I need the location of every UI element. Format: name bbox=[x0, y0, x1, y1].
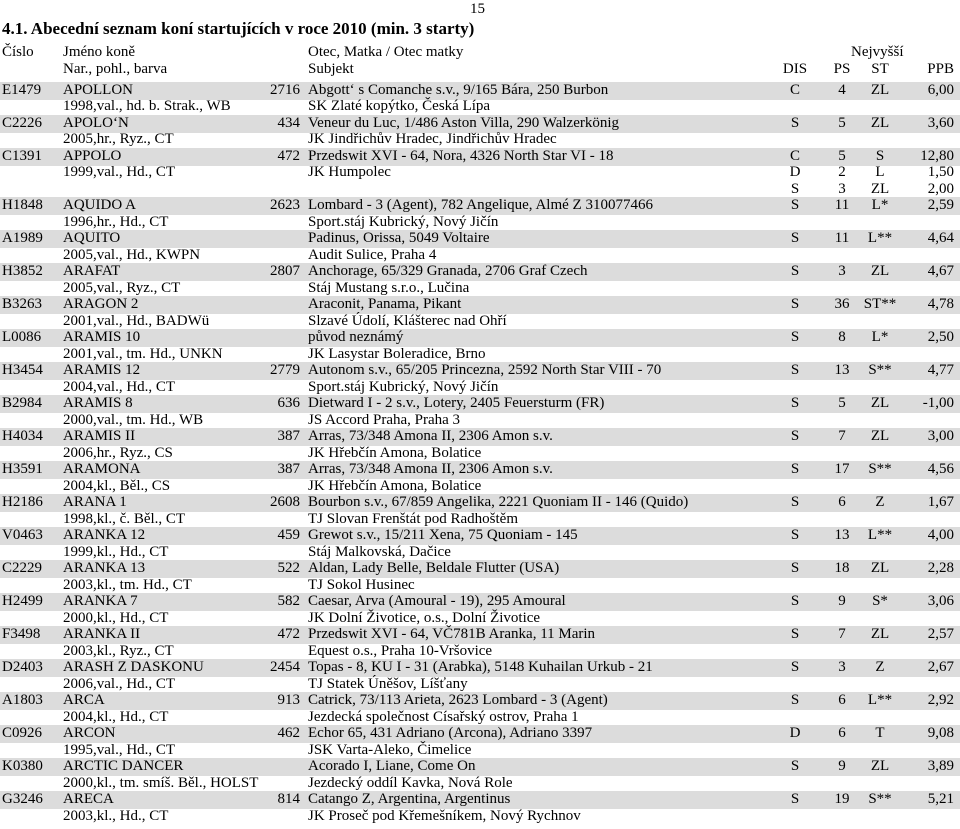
horse-name: ARANKA 7 bbox=[63, 593, 138, 610]
horse-number: 459 bbox=[277, 527, 300, 544]
horse-id: F3498 bbox=[2, 626, 41, 643]
stat-ppb: 5,21 bbox=[927, 791, 954, 808]
horse-pedigree: Abgott‘ s Comanche s.v., 9/165 Bára, 250 Burbon bbox=[308, 82, 609, 98]
stat-st: ZL bbox=[870, 115, 890, 131]
horse-subject: JK Dolní Životice, o.s., Dolní Životice bbox=[308, 609, 541, 626]
horse-info: 2000,kl., Hd., CT bbox=[63, 609, 169, 626]
horse-subject: Equest o.s., Praha 10-Vršovice bbox=[308, 642, 493, 659]
stat-st: Z bbox=[875, 494, 885, 511]
stat-ps: 3 bbox=[838, 180, 846, 197]
stat-ps: 6 bbox=[838, 725, 846, 742]
horse-number: 472 bbox=[277, 148, 300, 164]
horse-name: ARCTIC DANCER bbox=[63, 758, 184, 775]
horse-pedigree: Catrick, 73/113 Arieta, 2623 Lombard - 3 (Agent) bbox=[308, 692, 608, 709]
stat-st: ZL bbox=[870, 758, 890, 775]
stat-ps: 3 bbox=[838, 263, 846, 280]
horse-pedigree: Anchorage, 65/329 Granada, 2706 Graf Czech bbox=[308, 263, 588, 280]
stat-ps: 8 bbox=[838, 329, 846, 346]
horse-name: ARANKA 13 bbox=[63, 560, 146, 577]
horse-name: ARAMIS II bbox=[63, 428, 136, 445]
horse-number: 2807 bbox=[270, 263, 300, 280]
stat-st: ZL bbox=[870, 560, 890, 577]
horse-pedigree: Aldan, Lady Belle, Beldale Flutter (USA) bbox=[308, 560, 560, 577]
stat-ps: 13 bbox=[834, 527, 850, 544]
horse-pedigree: Lombard - 3 (Agent), 782 Angelique, Almé Z 310077466 bbox=[308, 197, 653, 214]
stat-dis: S bbox=[790, 395, 800, 412]
horse-pedigree: Przedswit XVI - 64, VČ781B Aranka, 11 Marin bbox=[308, 626, 596, 643]
stat-ppb: 9,08 bbox=[927, 725, 954, 742]
stat-ppb: 2,92 bbox=[927, 692, 954, 709]
stat-dis: C bbox=[789, 148, 800, 164]
header-nejvyssi: Nejvyšší bbox=[851, 44, 904, 60]
stat-dis: S bbox=[790, 494, 800, 511]
horse-subject: TJ Sokol Husinec bbox=[308, 576, 415, 593]
stat-dis: D bbox=[789, 725, 801, 742]
stat-dis: S bbox=[790, 560, 800, 577]
horse-subject: JSK Varta-Aleko, Čimelice bbox=[308, 741, 472, 758]
horse-info: 2000,kl., tm. smíš. Běl., HOLST bbox=[63, 774, 259, 791]
stat-ps: 36 bbox=[834, 296, 850, 313]
stat-ps: 9 bbox=[838, 593, 846, 610]
horse-pedigree: Catango Z, Argentina, Argentinus bbox=[308, 791, 511, 808]
horse-subject: Stáj Malkovská, Dačice bbox=[308, 543, 451, 560]
stat-st: S** bbox=[868, 461, 892, 478]
horse-subject: JK Hřebčín Amona, Bolatice bbox=[308, 477, 482, 494]
horse-id: H2499 bbox=[2, 593, 43, 610]
horse-info: 2001,val., tm. Hd., UNKN bbox=[63, 345, 223, 362]
stat-dis: D bbox=[789, 164, 801, 181]
horse-number: 387 bbox=[277, 461, 300, 478]
horse-pedigree: Przedswit XVI - 64, Nora, 4326 North Star VI - 18 bbox=[308, 148, 614, 164]
stat-st: ZL bbox=[870, 263, 890, 280]
stat-ppb: 12,80 bbox=[920, 148, 954, 164]
stat-dis: S bbox=[790, 758, 800, 775]
horse-pedigree: Echor 65, 431 Adriano (Arcona), Adriano 3397 bbox=[308, 725, 593, 742]
stat-ppb: 2,67 bbox=[927, 659, 954, 676]
stat-dis: S bbox=[790, 659, 800, 676]
stat-dis: S bbox=[790, 626, 800, 643]
horse-subject: JS Accord Praha, Praha 3 bbox=[308, 411, 461, 428]
horse-number: 2716 bbox=[270, 82, 300, 98]
horse-id: H2186 bbox=[2, 494, 43, 511]
stat-dis: S bbox=[790, 362, 800, 379]
stat-st: L* bbox=[871, 329, 889, 346]
stat-ps: 5 bbox=[838, 115, 846, 131]
stat-ps: 5 bbox=[838, 395, 846, 412]
horse-info: 2003,kl., Hd., CT bbox=[63, 807, 169, 824]
horse-name: AQUIDO A bbox=[63, 197, 136, 214]
horse-name: ARAMIS 8 bbox=[63, 395, 133, 412]
stat-ps: 4 bbox=[838, 82, 846, 98]
horse-info: 2005,hr., Ryz., CT bbox=[63, 131, 174, 148]
header-st: ST bbox=[871, 61, 889, 77]
stat-ppb: 3,60 bbox=[927, 115, 954, 131]
stat-dis: S bbox=[790, 527, 800, 544]
stat-dis: S bbox=[790, 263, 800, 280]
horse-pedigree: Acorado I, Liane, Come On bbox=[308, 758, 476, 775]
horse-number: 2623 bbox=[270, 197, 300, 214]
stat-ppb: 1,67 bbox=[927, 494, 954, 511]
stat-ppb: 1,50 bbox=[927, 164, 954, 181]
stat-dis: C bbox=[789, 82, 800, 98]
stat-ppb: 4,64 bbox=[927, 230, 954, 247]
stat-dis: S bbox=[790, 296, 800, 313]
header-cislo: Číslo bbox=[2, 44, 34, 60]
horse-subject: Jezdecký oddíl Kavka, Nová Role bbox=[308, 774, 513, 791]
horse-info: 2003,kl., tm. Hd., CT bbox=[63, 576, 192, 593]
horse-name: ARAMIS 12 bbox=[63, 362, 141, 379]
horse-pedigree: Dietward I - 2 s.v., Lotery, 2405 Feuersturm (FR) bbox=[308, 395, 605, 412]
stat-dis: S bbox=[790, 230, 800, 247]
horse-subject: TJ Slovan Frenštát pod Radhoštěm bbox=[308, 510, 518, 527]
stat-ps: 17 bbox=[834, 461, 850, 478]
horse-number: 462 bbox=[277, 725, 300, 742]
horse-subject: JK Proseč pod Křemešníkem, Nový Rychnov bbox=[308, 807, 581, 824]
stat-ppb: 3,06 bbox=[927, 593, 954, 610]
stat-ppb: 4,00 bbox=[927, 527, 954, 544]
horse-name: ARCA bbox=[63, 692, 105, 709]
stat-st: L** bbox=[867, 692, 893, 709]
stat-ps: 6 bbox=[838, 494, 846, 511]
horse-subject: Sport.stáj Kubrický, Nový Jičín bbox=[308, 213, 499, 230]
stat-dis: S bbox=[790, 791, 800, 808]
stat-st: L bbox=[875, 164, 885, 181]
horse-number: 387 bbox=[277, 428, 300, 445]
horse-number: 814 bbox=[277, 791, 300, 808]
horse-id: K0380 bbox=[2, 758, 43, 775]
stat-ppb: 3,89 bbox=[927, 758, 954, 775]
header-narpohl: Nar., pohl., barva bbox=[63, 61, 168, 77]
horse-subject: SK Zlaté kopýtko, Česká Lípa bbox=[308, 98, 491, 115]
stat-ps: 11 bbox=[834, 230, 850, 247]
horse-pedigree: Padinus, Orissa, 5049 Voltaire bbox=[308, 230, 490, 247]
horse-name: ARAGON 2 bbox=[63, 296, 139, 313]
horse-number: 522 bbox=[277, 560, 300, 577]
stat-dis: S bbox=[790, 692, 800, 709]
horse-name: ARAMIS 10 bbox=[63, 329, 141, 346]
horse-id: D2403 bbox=[2, 659, 43, 676]
header-otec: Otec, Matka / Otec matky bbox=[308, 44, 464, 60]
horse-info: 1998,kl., č. Běl., CT bbox=[63, 510, 186, 527]
horse-subject: Audit Sulice, Praha 4 bbox=[308, 246, 437, 263]
header-subjekt: Subjekt bbox=[308, 61, 354, 77]
stat-ps: 11 bbox=[834, 197, 850, 214]
horse-pedigree: Grewot s.v., 15/211 Xena, 75 Quoniam - 145 bbox=[308, 527, 578, 544]
stat-st: L** bbox=[867, 230, 893, 247]
horse-name: ARECA bbox=[63, 791, 114, 808]
horse-number: 636 bbox=[277, 395, 300, 412]
horse-id: C0926 bbox=[2, 725, 43, 742]
horse-name: ARANKA 12 bbox=[63, 527, 146, 544]
horse-pedigree: Arras, 73/348 Amona II, 2306 Amon s.v. bbox=[308, 428, 553, 445]
horse-id: C1391 bbox=[2, 148, 43, 164]
horse-name: APOLLON bbox=[63, 82, 133, 98]
stat-ps: 7 bbox=[838, 626, 846, 643]
section-title: 4.1. Abecední seznam koní startujících v roce 2010 (min. 3 starty) bbox=[2, 19, 475, 38]
horse-pedigree: Topas - 8, KU I - 31 (Arabka), 5148 Kuhailan Urkub - 21 bbox=[308, 659, 653, 676]
horse-info: 1995,val., Hd., CT bbox=[63, 741, 176, 758]
stat-dis: S bbox=[790, 428, 800, 445]
horse-name: AQUITO bbox=[63, 230, 121, 247]
horse-info: 2001,val., Hd., BADWü bbox=[63, 312, 210, 329]
horse-info: 2006,val., Hd., CT bbox=[63, 675, 176, 692]
horse-name: ARAMONA bbox=[63, 461, 141, 478]
horse-info: 1999,val., Hd., CT bbox=[63, 164, 176, 181]
stat-ppb: 4,67 bbox=[927, 263, 954, 280]
header-dis: DIS bbox=[782, 61, 808, 77]
horse-subject: Stáj Mustang s.r.o., Lučina bbox=[308, 279, 470, 296]
horse-name: APPOLO bbox=[63, 148, 122, 164]
stat-st: S* bbox=[872, 593, 888, 610]
horse-info: 2004,val., Hd., CT bbox=[63, 378, 176, 395]
stat-st: ZL bbox=[870, 626, 890, 643]
horse-pedigree: Caesar, Arva (Amoural - 19), 295 Amoural bbox=[308, 593, 566, 610]
horse-subject: JK Lasystar Boleradice, Brno bbox=[308, 345, 486, 362]
stat-dis: S bbox=[790, 461, 800, 478]
horse-pedigree: Arras, 73/348 Amona II, 2306 Amon s.v. bbox=[308, 461, 553, 478]
horse-pedigree: Autonom s.v., 65/205 Princezna, 2592 North Star VIII - 70 bbox=[308, 362, 662, 379]
horse-info: 2005,val., Hd., KWPN bbox=[63, 246, 201, 263]
horse-name: ARANA 1 bbox=[63, 494, 127, 511]
stat-st: Z bbox=[875, 659, 885, 676]
horse-number: 582 bbox=[277, 593, 300, 610]
stat-st: ZL bbox=[870, 395, 890, 412]
stat-ppb: 2,57 bbox=[927, 626, 954, 643]
horse-id: H3454 bbox=[2, 362, 43, 379]
stat-st: T bbox=[875, 725, 885, 742]
horse-info: 2004,kl., Běl., CS bbox=[63, 477, 171, 494]
stat-dis: S bbox=[790, 197, 800, 214]
horse-name: ARCON bbox=[63, 725, 116, 742]
horse-info: 2004,kl., Hd., CT bbox=[63, 708, 169, 725]
horse-pedigree: Bourbon s.v., 67/859 Angelika, 2221 Quoniam II - 146 (Quido) bbox=[308, 494, 689, 511]
stat-st: L* bbox=[871, 197, 889, 214]
stat-ppb: 2,50 bbox=[927, 329, 954, 346]
stat-ppb: 3,00 bbox=[927, 428, 954, 445]
horse-number: 2454 bbox=[270, 659, 300, 676]
stat-dis: S bbox=[790, 593, 800, 610]
horse-number: 434 bbox=[277, 115, 300, 131]
horse-info: 2005,val., Ryz., CT bbox=[63, 279, 181, 296]
horse-number: 913 bbox=[277, 692, 300, 709]
horse-id: L0086 bbox=[2, 329, 42, 346]
stat-dis: S bbox=[790, 115, 800, 131]
horse-id: C2226 bbox=[2, 115, 43, 131]
horse-subject: Sport.stáj Kubrický, Nový Jičín bbox=[308, 378, 499, 395]
stat-ppb: 4,78 bbox=[927, 296, 954, 313]
horse-id: B3263 bbox=[2, 296, 43, 313]
horse-pedigree: Veneur du Luc, 1/486 Aston Villa, 290 Walzerkönig bbox=[308, 115, 620, 131]
stat-ppb: 4,56 bbox=[927, 461, 954, 478]
stat-ps: 18 bbox=[834, 560, 850, 577]
horse-name: ARANKA II bbox=[63, 626, 141, 643]
horse-id: H3591 bbox=[2, 461, 43, 478]
horse-name: ARASH Z DASKONU bbox=[63, 659, 204, 676]
horse-id: C2229 bbox=[2, 560, 43, 577]
stat-ps: 3 bbox=[838, 659, 846, 676]
horse-info: 2000,val., tm. Hd., WB bbox=[63, 411, 204, 428]
stat-dis: S bbox=[790, 180, 800, 197]
stat-ps: 5 bbox=[838, 148, 846, 164]
stat-st: L** bbox=[867, 527, 893, 544]
horse-id: H3852 bbox=[2, 263, 43, 280]
horse-info: 1996,hr., Hd., CT bbox=[63, 213, 169, 230]
stat-ps: 13 bbox=[834, 362, 850, 379]
horse-info: 2003,kl., Ryz., CT bbox=[63, 642, 174, 659]
stat-st: ZL bbox=[870, 82, 890, 98]
horse-name: ARAFAT bbox=[63, 263, 121, 280]
horse-info: 1998,val., hd. b. Strak., WB bbox=[63, 98, 231, 115]
horse-pedigree: původ neznámý bbox=[308, 329, 404, 346]
stat-ppb: 4,77 bbox=[927, 362, 954, 379]
horse-subject: Jezdecká společnost Císařský ostrov, Praha 1 bbox=[308, 708, 579, 725]
stat-st: S** bbox=[868, 362, 892, 379]
horse-id: H4034 bbox=[2, 428, 43, 445]
stat-ppb: -1,00 bbox=[922, 395, 954, 412]
stat-ppb: 2,59 bbox=[927, 197, 954, 214]
stat-dis: S bbox=[790, 329, 800, 346]
stat-st: ZL bbox=[870, 428, 890, 445]
horse-id: B2984 bbox=[2, 395, 43, 412]
stat-st: ST** bbox=[863, 296, 897, 313]
horse-info: 2006,hr., Ryz., CS bbox=[63, 444, 173, 461]
horse-name: APOLO‘N bbox=[63, 115, 129, 131]
horse-number: 2779 bbox=[270, 362, 300, 379]
horse-subject: JK Jindřichův Hradec, Jindřichův Hradec bbox=[308, 131, 557, 148]
page-number: 15 bbox=[470, 1, 485, 17]
stat-ppb: 6,00 bbox=[927, 82, 954, 98]
horse-id: V0463 bbox=[2, 527, 43, 544]
horse-subject: JK Humpolec bbox=[308, 164, 391, 181]
stat-ps: 7 bbox=[838, 428, 846, 445]
horse-info: 1999,kl., Hd., CT bbox=[63, 543, 169, 560]
horse-number: 2608 bbox=[270, 494, 300, 511]
horse-pedigree: Araconit, Panama, Pikant bbox=[308, 296, 462, 313]
stat-st: S bbox=[875, 148, 885, 164]
horse-subject: TJ Statek Úněšov, Líšťany bbox=[308, 675, 468, 692]
header-jmeno: Jméno koně bbox=[63, 44, 136, 60]
stat-st: ZL bbox=[870, 180, 890, 197]
stat-ps: 2 bbox=[838, 164, 846, 181]
horse-subject: JK Hřebčín Amona, Bolatice bbox=[308, 444, 482, 461]
horse-number: 472 bbox=[277, 626, 300, 643]
stat-ps: 6 bbox=[838, 692, 846, 709]
stat-ps: 9 bbox=[838, 758, 846, 775]
stat-ppb: 2,00 bbox=[927, 180, 954, 197]
header-ps: PS bbox=[833, 61, 851, 77]
stat-st: S** bbox=[868, 791, 892, 808]
stat-ppb: 2,28 bbox=[927, 560, 954, 577]
horse-subject: Slzavé Údolí, Klášterec nad Ohří bbox=[308, 312, 507, 329]
horse-id: G3246 bbox=[2, 791, 43, 808]
header-ppb: PPB bbox=[927, 61, 954, 77]
horse-id: E1479 bbox=[2, 82, 42, 98]
stat-ps: 19 bbox=[834, 791, 850, 808]
horse-id: H1848 bbox=[2, 197, 43, 214]
horse-id: A1989 bbox=[2, 230, 43, 247]
horse-id: A1803 bbox=[2, 692, 43, 709]
